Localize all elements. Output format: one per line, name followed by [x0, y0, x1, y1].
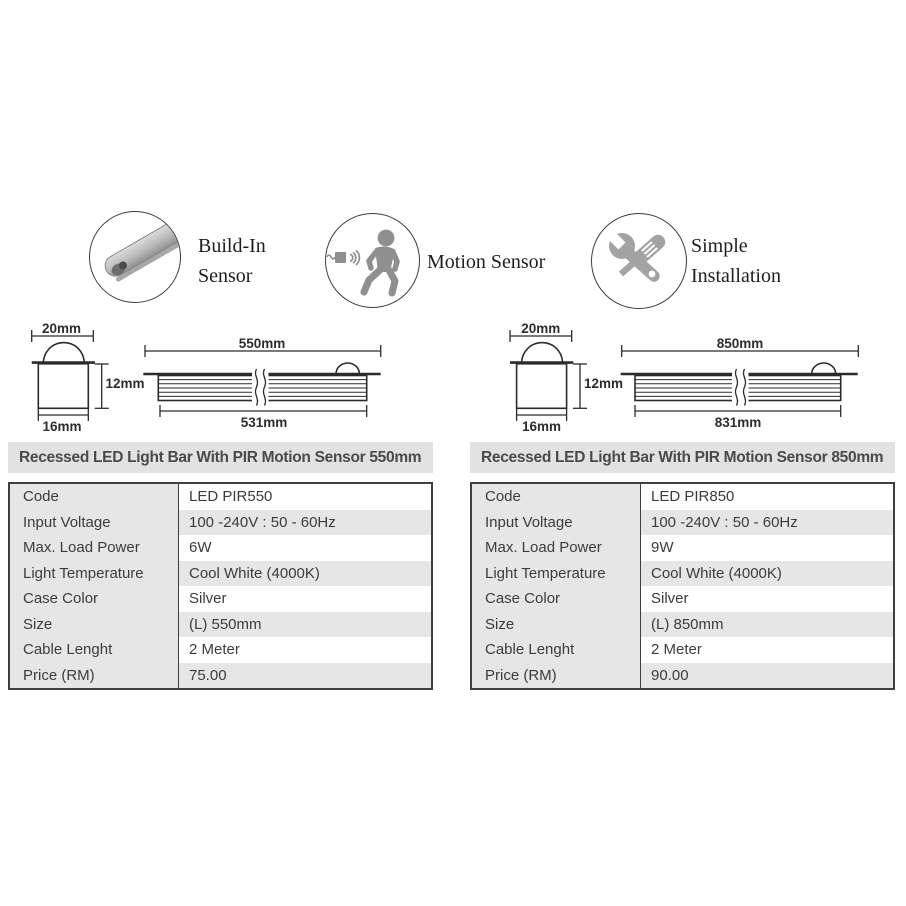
- spec-label: Cable Lenght: [10, 637, 179, 663]
- spec-value: LED PIR550: [179, 484, 431, 510]
- spec-value: 2 Meter: [641, 637, 893, 663]
- spec-label: Size: [472, 612, 641, 638]
- spec-label: Size: [10, 612, 179, 638]
- feature-built-in-sensor: [89, 211, 181, 303]
- product-title-850: Recessed LED Light Bar With PIR Motion Sensor 850mm: [470, 442, 895, 473]
- dim-base-width: 16mm: [42, 419, 82, 434]
- spec-value: 2 Meter: [179, 637, 431, 663]
- spec-label: Code: [472, 484, 641, 510]
- feature-label-line: Motion Sensor: [427, 251, 546, 273]
- feature-label-simple-installation: [691, 231, 781, 291]
- spec-table-850: [470, 482, 895, 690]
- dim-overall-length: 850mm: [716, 336, 764, 351]
- dim-cutout-length: 831mm: [714, 415, 762, 430]
- spec-table-550: [8, 482, 433, 690]
- break-symbol: [252, 368, 269, 409]
- spec-label: Case Color: [472, 586, 641, 612]
- spec-value: 6W: [179, 535, 431, 561]
- tools-icon: [592, 214, 687, 309]
- spec-value: LED PIR850: [641, 484, 893, 510]
- spec-value: (L) 850mm: [641, 612, 893, 638]
- product-title-550: Recessed LED Light Bar With PIR Motion Sensor 550mm: [8, 442, 433, 473]
- spec-label: Price (RM): [10, 663, 179, 689]
- spec-label: Case Color: [10, 586, 179, 612]
- spec-value: Cool White (4000K): [179, 561, 431, 587]
- diagram-550mm: [0, 318, 450, 440]
- led-bar-icon: [90, 212, 181, 303]
- dim-recess-depth: 12mm: [105, 376, 145, 391]
- dim-recess-depth: 12mm: [584, 376, 624, 391]
- spec-label: Code: [10, 484, 179, 510]
- spec-value: Silver: [179, 586, 431, 612]
- spec-value: 9W: [641, 535, 893, 561]
- spec-label: Input Voltage: [10, 510, 179, 536]
- dim-cap-width: 20mm: [521, 321, 561, 336]
- dim-base-width: 16mm: [521, 419, 562, 434]
- feature-label-built-in-sensor: [198, 231, 266, 291]
- spec-label: Cable Lenght: [472, 637, 641, 663]
- feature-label-line: Installation: [691, 265, 781, 287]
- feature-motion-sensor: [325, 213, 420, 308]
- spec-value: 100 -240V : 50 - 60Hz: [641, 510, 893, 536]
- motion-sensor-icon: [326, 214, 420, 308]
- dim-overall-length: 550mm: [238, 336, 286, 351]
- spec-label: Light Temperature: [472, 561, 641, 587]
- diagram-850mm: [462, 318, 906, 440]
- spec-value: (L) 550mm: [179, 612, 431, 638]
- spec-label: Price (RM): [472, 663, 641, 689]
- dim-cutout-length: 531mm: [240, 415, 288, 430]
- feature-label-line: Sensor: [198, 265, 253, 287]
- spec-value: Silver: [641, 586, 893, 612]
- feature-label-line: Build-In: [198, 235, 266, 257]
- break-symbol: [732, 368, 749, 409]
- spec-label: Max. Load Power: [472, 535, 641, 561]
- spec-label: Light Temperature: [10, 561, 179, 587]
- feature-label-motion-sensor: [427, 249, 545, 275]
- feature-simple-installation: [591, 213, 687, 309]
- spec-value: Cool White (4000K): [641, 561, 893, 587]
- spec-value: 100 -240V : 50 - 60Hz: [179, 510, 431, 536]
- spec-value: 75.00: [179, 663, 431, 689]
- dim-cap-width: 20mm: [41, 321, 82, 336]
- feature-label-line: Simple: [691, 235, 748, 257]
- spec-label: Max. Load Power: [10, 535, 179, 561]
- spec-label: Input Voltage: [472, 510, 641, 536]
- spec-value: 90.00: [641, 663, 893, 689]
